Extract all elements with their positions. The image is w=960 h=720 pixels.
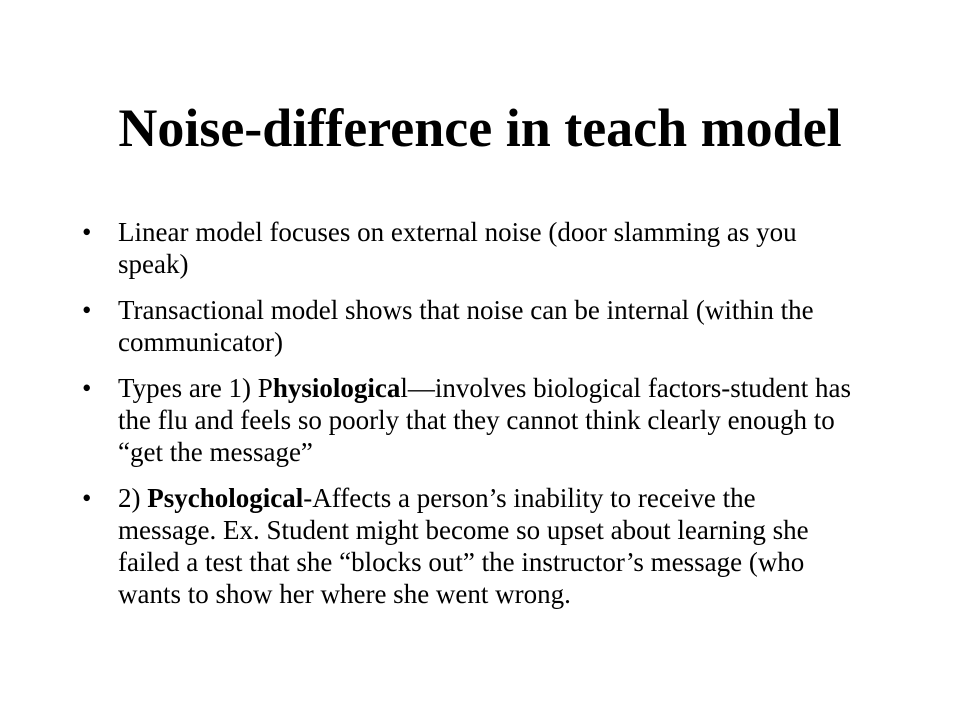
bullet-text: Linear model focuses on external noise (door slamming as you speak) [118, 217, 797, 279]
bullet-item [82, 294, 852, 358]
bullet-text-prefix: Types are 1) P [118, 373, 273, 403]
bullet-text-prefix: 2) [118, 483, 148, 513]
bullet-item [82, 216, 852, 280]
bullet-bold-term: Psychological [147, 483, 304, 513]
bullet-item [82, 372, 852, 468]
bullet-icon: • [82, 483, 92, 513]
bullet-text-suffix: -Affects a person’s inability to receive the message. Ex. Student might become so upset about learning she failed a test that she “blocks out” the instructor’s message (who wants to show her where she went wrong. [118, 483, 809, 609]
bullet-text: Transactional model shows that noise can be internal (within the communicator) [118, 295, 814, 357]
bullet-item [82, 482, 852, 610]
slide-title: Noise-difference in teach model [118, 98, 842, 158]
bullet-icon: • [82, 373, 92, 403]
bullet-icon: • [82, 217, 92, 247]
bullet-bold-term: hysiologica [272, 373, 401, 403]
bullet-list [82, 216, 852, 624]
bullet-icon: • [82, 295, 92, 325]
bullet-text-suffix: l—involves biological factors-student has the flu and feels so poorly that they cannot think clearly enough to “get the message” [118, 373, 851, 467]
